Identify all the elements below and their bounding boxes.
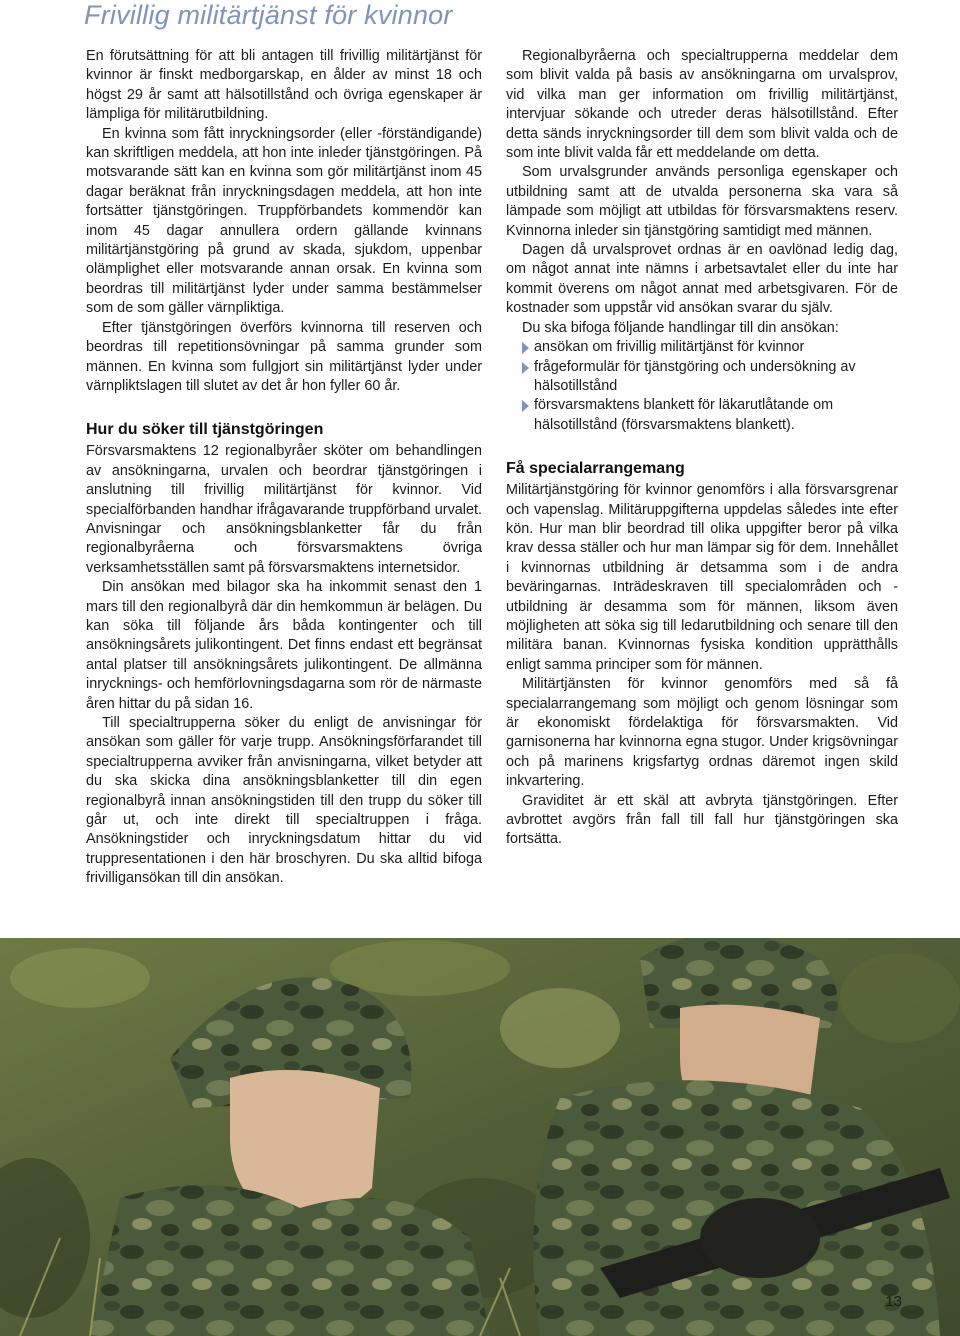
paragraph: Till specialtrupperna söker du enligt de anvisningar för ansökan som gäller för varje trupp. Ansökningsförfarandet till specialtrupperna avviker från anvisningarna, vilket betyder att du ska skicka dina ansökningsblanketter till din egen regionalbyrå innan ansökningstiden till den trupp du söker till går ut, och inte direkt till specialtruppen i fråga. Ansökningstider och inryckningsdatum hittar du vid truppresentationen i den här broschyren. Du ska alltid bifoga frivilligansökan till din ansökan. bbox=[86, 715, 482, 887]
list-item bbox=[522, 338, 898, 357]
section-heading: Hur du söker till tjänstgöringen bbox=[86, 421, 324, 439]
paragraph: En förutsättning för att bli antagen till frivillig militärtjänst för kvinnor är finskt medborgarskap, en ålder av minst 18 och högst 29 år samt att hälsotillstånd och övriga egenskaper är lämpliga för militärutbildning. bbox=[86, 48, 482, 123]
paragraph: Du ska bifoga följande handlingar till din ansökan: bbox=[522, 319, 839, 336]
list-item bbox=[522, 396, 898, 435]
paragraph: Efter tjänstgöringen överförs kvinnorna till reserven och beordras till repetitionsövningar på samma grunder som männen. En kvinna som fullgjort sin militärtjänst lyder under värnpliktslagen till slutet av det år hon fyller 60 år. bbox=[86, 319, 482, 394]
page-title: Frivillig militärtjänst för kvinnor bbox=[84, 0, 453, 30]
triangle-bullet-icon bbox=[522, 362, 529, 374]
right-column bbox=[506, 47, 898, 850]
left-column bbox=[86, 47, 482, 889]
list-item-text: ansökan om frivillig militärtjänst för kvinnor bbox=[534, 339, 805, 356]
soldiers-photo bbox=[0, 938, 960, 1336]
triangle-bullet-icon bbox=[522, 400, 529, 412]
paragraph: En kvinna som fått inryckningsorder (eller -förständigande) kan skriftligen meddela, att hon inte inleder tjänstgöringen. På motsvarande sätt kan en kvinna som gör militärtjänst inom 45 dagar beräknat från inryckningsdagen meddela, att hon inte fortsätter tjänstgöringen. Truppförbandets kommendör kan inom 45 dagar annullera ordern gällande kvinnans militärtjänstgöring på grund av skada, sjukdom, uppenbar olämplighet eller motsvarande annan orsak. En kvinna som beordras till militärtjänst lyder under samma bestämmelser som de som gäller värnpliktiga. bbox=[86, 125, 482, 317]
paragraph: Regionalbyråerna och specialtrupperna meddelar dem som blivit valda på basis av ansökningarna om urvalsprov, vid vilka man ger information om frivillig militärtjänst, intervjuar sökande och utreder deras hälsotillstånd. Efter detta sänds inryckningsorder till dem som blivit valda och de som inte blivit valda får ett meddelande om detta. bbox=[506, 48, 898, 162]
section-heading: Få specialarrangemang bbox=[506, 460, 685, 478]
attachment-list bbox=[506, 338, 898, 435]
paragraph: Militärtjänstgöring för kvinnor genomförs i alla försvarsgrenar och vapenslag. Militäruppgifterna uppdelas således inte efter kön. Hur man blir beordrad till olika uppgifter beror på vilka krav dessa ställer och hur man lämpar sig för dem. Innehållet i kvinnornas utbildning är detsamma som i de andra beväringarnas. Inträdeskraven till specialområden och -utbildning är desamma som för männen, liksom även möjligheten att söka sig till ledarutbildning och senare till den militära banan. Kvinnornas fysiska kondition upprätthålls enligt samma principer som för männen. bbox=[506, 482, 898, 673]
paragraph: Försvarsmaktens 12 regionalbyråer sköter om behandlingen av ansökningarna, urvalen och beordrar tjänstgöringen i anslutning till frivillig militärtjänst för kvinnor. Vid specialförbanden handhar ifrågavarande truppförband urvalet. Anvisningar och ansökningsblanketter får du från regionalbyråerna och försvarsmaktens övriga verksamhetsställen samt på försvarsmaktens internetsidor. bbox=[86, 443, 482, 576]
paragraph: Som urvalsgrunder används personliga egenskaper och utbildning samt att de utvalda personerna ska vara så lämpade som möjligt att utbildas för försvarsmaktens reserv. Kvinnorna inleder sin tjänstgöring samtidigt med männen. bbox=[506, 164, 898, 239]
triangle-bullet-icon bbox=[522, 342, 529, 354]
paragraph: Militärtjänsten för kvinnor genomförs med så få specialarrangemang som möjligt och genom lösningar som är ekonomiskt fördelaktiga för försvarsmakten. Vid garnisonerna har kvinnorna egna stugor. Under krigsövningar och på marinens krigsfartyg ordnas däremot ingen skild inkvartering. bbox=[506, 676, 898, 790]
paragraph: Din ansökan med bilagor ska ha inkommit senast den 1 mars till den regionalbyrå där din hemkommun är belägen. Du kan söka till följande års båda kontingenter och till ansökningsårets julikontingent. Det finns endast ett begränsat antal platser till ansökningsårets julikontingent. De allmänna inrycknings- och hemförlovningsdagarna som rör de närmaste åren hittar du på sidan 16. bbox=[86, 579, 482, 712]
list-item-text: frågeformulär för tjänstgöring och undersökning av hälsotillstånd bbox=[534, 358, 856, 394]
paragraph: Dagen då urvalsprovet ordnas är en oavlönad ledig dag, om något annat inte nämns i arbetsavtalet eller du inte har kommit överens om något annat med arbetsgivaren. För de kostnader som uppstår vid ansökan svarar du själv. bbox=[506, 242, 898, 317]
paragraph: Graviditet är ett skäl att avbryta tjänstgöringen. Efter avbrottet avgörs från fall till fall hur tjänstgöringen ska fortsätta. bbox=[506, 792, 898, 848]
page-number: 13 bbox=[885, 1293, 902, 1310]
list-item-text: försvarsmaktens blankett för läkarutlåtande om hälsotillstånd (försvarsmaktens blankett). bbox=[534, 397, 834, 433]
list-item bbox=[522, 358, 898, 397]
